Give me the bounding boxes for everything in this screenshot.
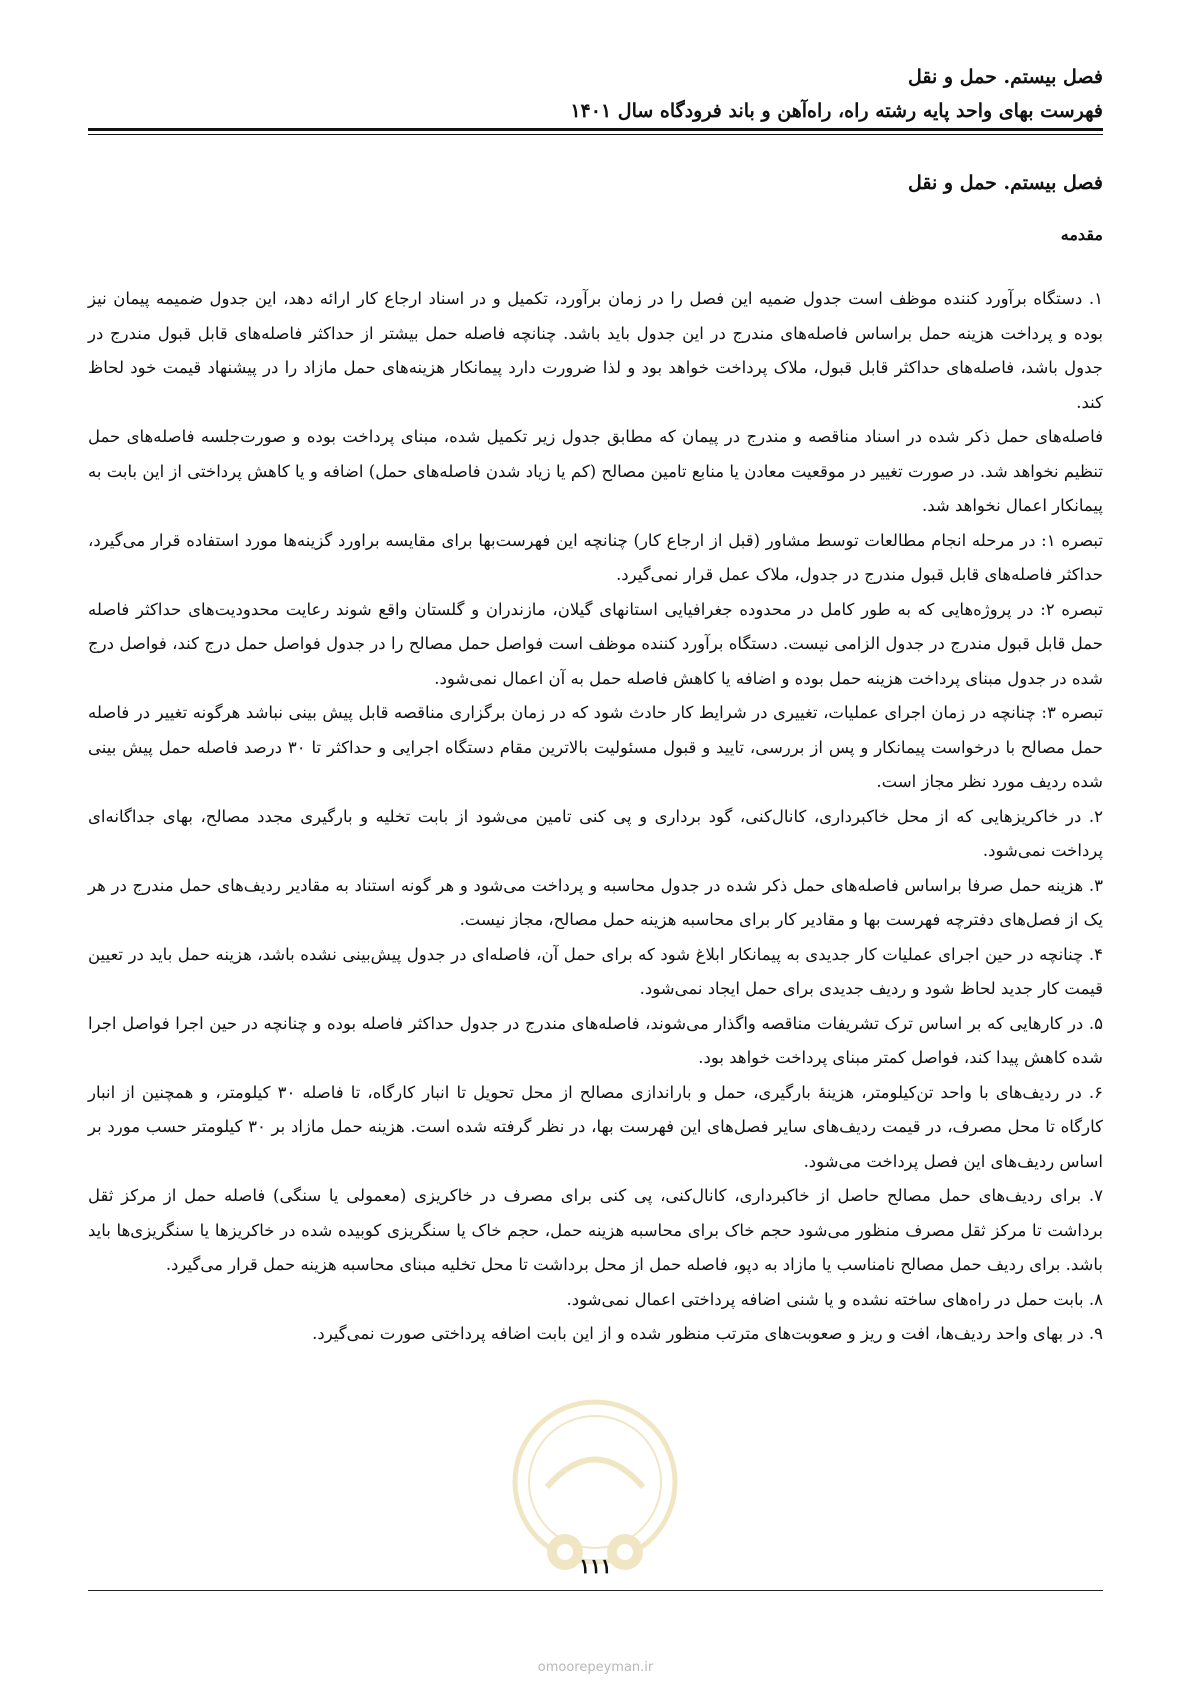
chapter-title: فصل بیستم. حمل و نقل bbox=[908, 66, 1103, 88]
paragraph: ۲. در خاکریزهایی که از محل خاکبرداری، کانال‌کنی، گود برداری و پی کنی تامین می‌شود از بابت تخلیه و بارگیری مجدد مصالح، بهای جداگانه‌ای پرداخت نمی‌شود. bbox=[88, 806, 1103, 860]
paragraph: ۴. چنانچه در حین اجرای عملیات کار جدیدی به پیمانکار ابلاغ شود که برای حمل آن، فاصله‌ای در جدول پیش‌بینی نشده باشد، هزینه حمل باید در تعیین قیمت کار جدید لحاظ شود و ردیف جدیدی برای حمل ایجاد نمی‌شود. bbox=[88, 944, 1103, 998]
paragraph: ۶. در ردیف‌های با واحد تن‌کیلومتر، هزینهٔ بارگیری، حمل و باراندازی مصالح از محل تحویل تا انبار کارگاه، تا فاصله ۳۰ کیلومتر، و همچنین از انبار کارگاه تا محل مصرف، در قیمت ردیف‌های سایر فصل‌های این فهرست بها، در نظر گرفته شده است. هزینه حمل مازاد بر ۳۰ کیلومتر حسب مورد بر اساس ردیف‌های این فصل پرداخت می‌شود. bbox=[88, 1082, 1104, 1171]
header-divider-thick bbox=[88, 128, 1103, 131]
header-divider-thin bbox=[88, 134, 1103, 135]
paragraph: تبصره ۲: در پروژه‌هایی که به طور کامل در محدوده جغرافیایی استانهای گیلان، مازندران و گلستان واقع شوند رعایت محدودیت‌های حداکثر فاصله حمل قابل قبول مندرج در جدول الزامی نیست. دستگاه برآورد کننده موظف است فواصل حمل مصالح را در جدول فواصل حمل درج کند، فواصل درج شده در جدول مبنای پرداخت هزینه حمل بوده و اضافه یا کاهش فاصله حمل به آن اعمال نمی‌شود. bbox=[88, 599, 1103, 688]
intro-heading: مقدمه bbox=[1060, 225, 1103, 244]
website-watermark: omoorepeyman.ir bbox=[537, 1660, 654, 1675]
paragraph: ۹. در بهای واحد ردیف‌ها، افت و ریز و صعوبت‌های مترتب منظور شده و از این بابت اضافه پرداختی صورت نمی‌گیرد. bbox=[312, 1324, 1103, 1343]
section-title: فصل بیستم. حمل و نقل bbox=[908, 172, 1103, 194]
book-title: فهرست بهای واحد پایه رشته راه، راه‌آهن و باند فرودگاه سال ۱۴۰۱ bbox=[570, 100, 1103, 122]
paragraph: ۸. بابت حمل در راه‌های ساخته نشده و یا شنی اضافه پرداختی اعمال نمی‌شود. bbox=[566, 1289, 1103, 1309]
paragraph: ۵. در کارهایی که بر اساس ترک تشریفات مناقصه واگذار می‌شوند، فاصله‌های مندرج در جدول حداکثر فاصله بوده و چنانچه در حین اجرا فواصل اجرا شده کاهش پیدا کند، فواصل کمتر مبنای پرداخت خواهد بود. bbox=[88, 1013, 1103, 1067]
footer-divider bbox=[88, 1590, 1103, 1591]
paragraph: ۷. برای ردیف‌های حمل مصالح حاصل از خاکبرداری، کانال‌کنی، پی کنی برای مصرف در خاکریزی (معمولی یا سنگی) فاصله حمل از مرکز ثقل برداشت تا مرکز ثقل مصرف منظور می‌شود حجم خاک برای محاسبه هزینه حمل، حجم خاک یا سنگریزی کوبیده شده در خاکریزها یا سنگریزی‌ها باید باشد. برای ردیف حمل مصالح نامناسب یا مازاد به دپو، فاصله حمل از محل برداشت تا محل تخلیه مبنای محاسبه هزینه حمل قرار می‌گیرد. bbox=[88, 1186, 1103, 1274]
paragraph: تبصره ۱: در مرحله انجام مطالعات توسط مشاور (قبل از ارجاع کار) چنانچه این فهرست‌بها برای مقایسه براورد گزینه‌ها مورد استفاده قرار می‌گیرد، حداکثر فاصله‌های قابل قبول مندرج در جدول، ملاک عمل قرار نمی‌گیرد. bbox=[88, 530, 1104, 584]
paragraph: فاصله‌های حمل ذکر شده در اسناد مناقصه و مندرج در پیمان که مطابق جدول زیر تکمیل شده، مبنای پرداخت بوده و صورت‌جلسه فاصله‌های حمل تنظیم نخواهد شد. در صورت تغییر در موقعیت معادن یا منابع تامین مصالح (کم یا زیاد شدن فاصله‌های حمل) اضافه و یا کاهش پرداختی از این بابت به پیمانکار اعمال نخواهد شد. bbox=[88, 427, 1103, 515]
page-number: ۱۱۱ bbox=[579, 1554, 612, 1578]
paragraph: ۱. دستگاه برآورد کننده موظف است جدول ضمیه این فصل را در زمان برآورد، تکمیل و در اسناد ارجاع کار ارائه دهد، این جدول ضمیمه پیمان نیز بوده و پرداخت هزینه حمل براساس فاصله‌های مندرج در این جدول باید باشد. چنانچه فاصله حمل بیشتر از حداکثر فاصله‌های قابل قبول مندرج در جدول باشد، فاصله‌های حداکثر قابل قبول، ملاک پرداخت خواهد بود و لذا ضرورت دارد پیمانکار هزینه‌های حمل مازاد را در پیشنهاد قیمت خود لحاظ کند. bbox=[88, 289, 1103, 412]
body-text bbox=[88, 282, 1103, 1352]
paragraph: ۳. هزینه حمل صرفا براساس فاصله‌های حمل ذکر شده در جدول محاسبه و پرداخت می‌شود و هر گونه استناد به مقادیر ردیف‌های حمل مندرج در هر یک از فصل‌های دفترچه فهرست بها و مقادیر کار برای محاسبه هزینه حمل مصالح، مجاز نیست. bbox=[88, 875, 1103, 929]
page-header bbox=[88, 60, 1103, 128]
paragraph: تبصره ۳: چنانچه در زمان اجرای عملیات، تغییری در شرایط کار حادث شود که در زمان برگزاری مناقصه قابل پیش بینی نباشد هرگونه تغییر در فاصله حمل مصالح با درخواست پیمانکار و پس از بررسی، تایید و قبول مسئولیت بالاترین مقام دستگاه اجرایی و حداکثر تا ۳۰ درصد فاصله حمل پیش بینی شده ردیف مورد نظر مجاز است. bbox=[88, 703, 1104, 791]
